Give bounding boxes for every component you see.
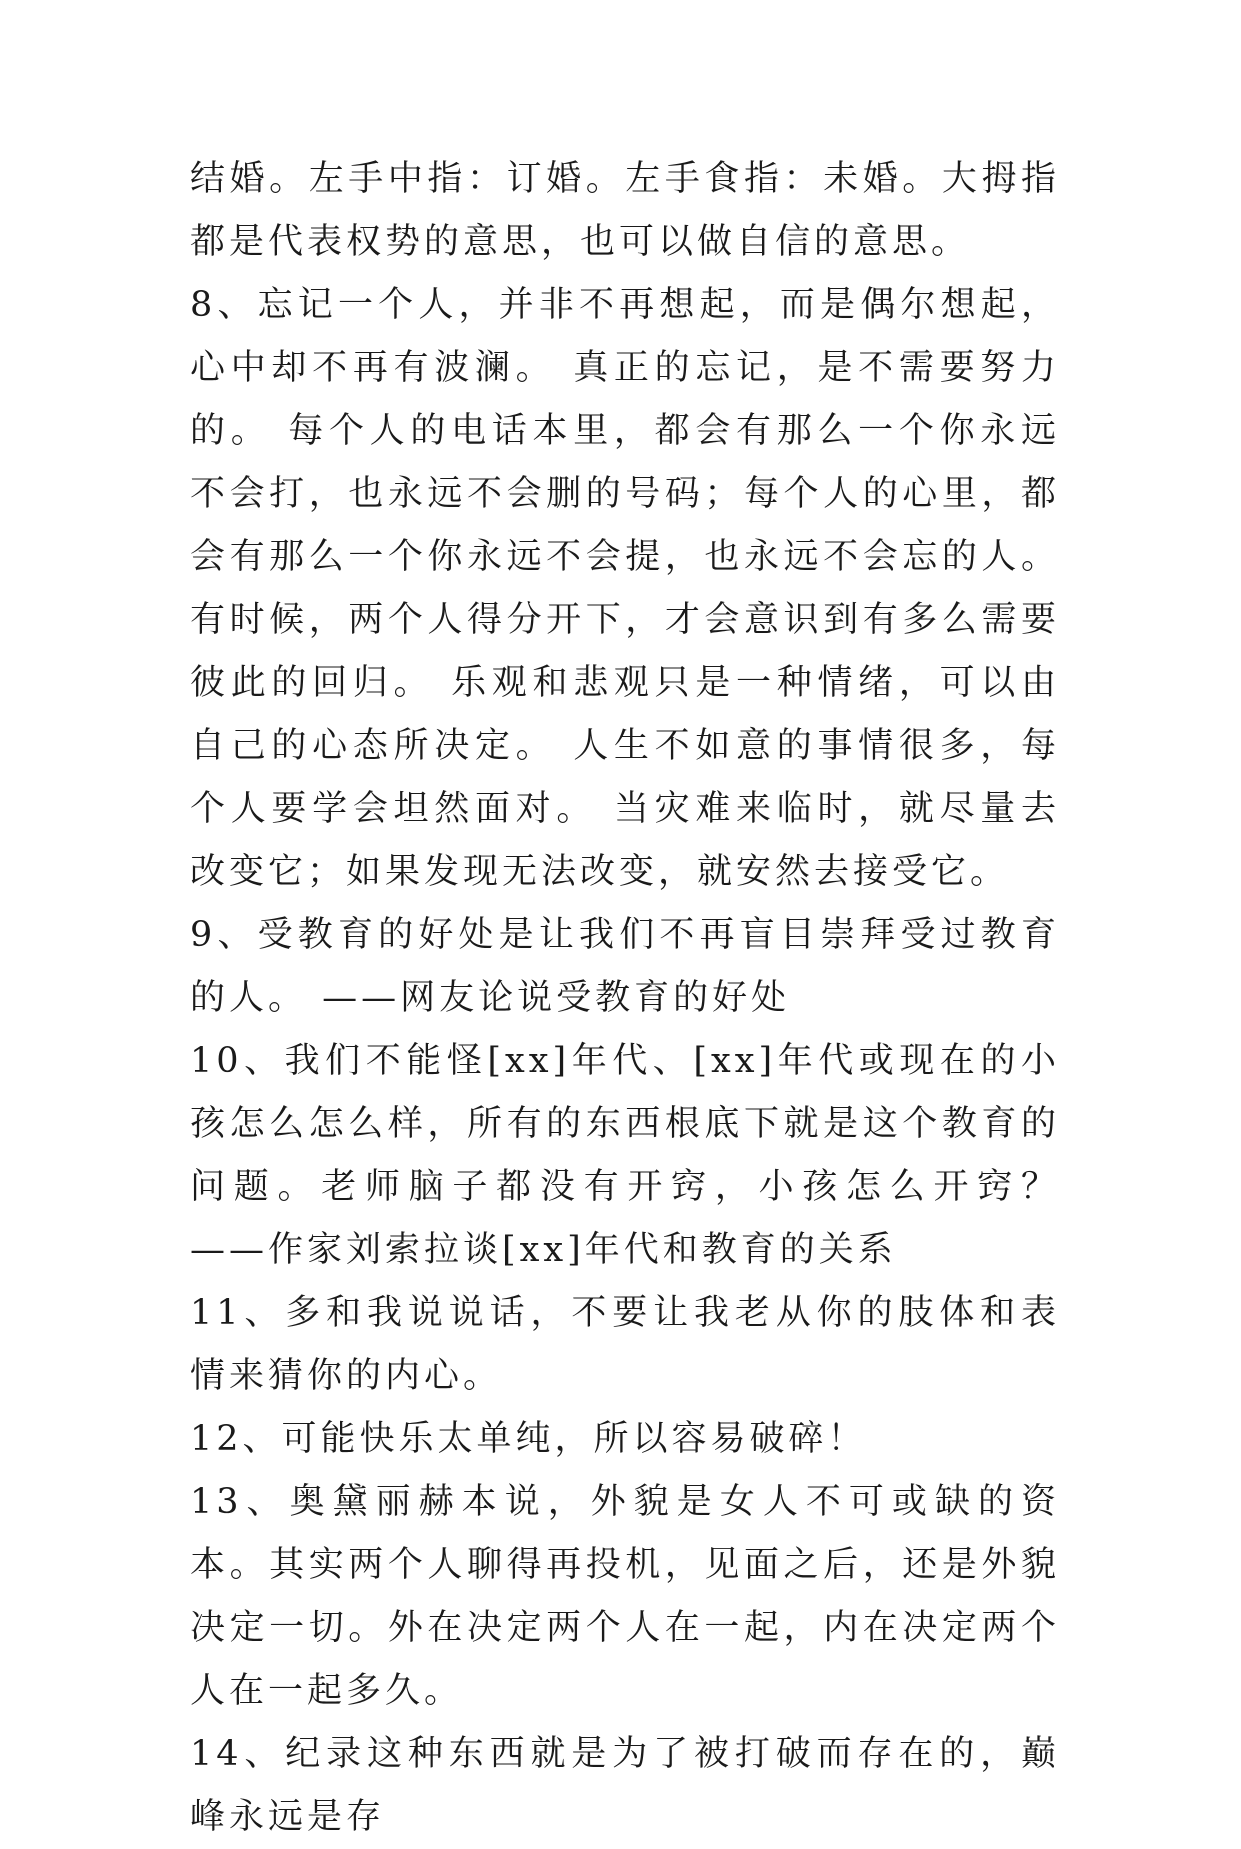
paragraph-item-14: 14、纪录这种东西就是为了被打破而存在的，巅峰永远是存 — [190, 1734, 1060, 1837]
paragraph-item-10: 10、我们不能怪[xx]年代、[xx]年代或现在的小孩怎么怎么样，所有的东西根底下就是这个教育的问题。老师脑子都没有开窍，小孩怎么开窍？ ——作家刘索拉谈[xx]年代和教育的关系 — [190, 1041, 1060, 1270]
document-body — [190, 148, 1060, 1849]
paragraph-item-8: 8、忘记一个人，并非不再想起，而是偶尔想起，心中却不再有波澜。 真正的忘记，是不需要努力的。 每个人的电话本里，都会有那么一个你永远不会打，也永远不会删的号码；每个人的心里，都会有那么一个你永远不会提，也永远不会忘的人。 有时候，两个人得分开下，才会意识到有多么需要彼此的回归。 乐观和悲观只是一种情绪，可以由自己的心态所决定。 人生不如意的事情很多，每个人要学会坦然面对。 当灾难来临时，就尽量去改变它；如果发现无法改变，就安然去接受它。 — [190, 285, 1060, 892]
paragraph-item-9: 9、受教育的好处是让我们不再盲目崇拜受过教育的人。 ——网友论说受教育的好处 — [190, 915, 1060, 1018]
paragraph-ring-finger-meaning: 结婚。左手中指：订婚。左手食指：未婚。大拇指都是代表权势的意思，也可以做自信的意思。 — [190, 159, 1060, 262]
paragraph-item-13: 13、奥黛丽赫本说，外貌是女人不可或缺的资本。其实两个人聊得再投机，见面之后，还是外貌决定一切。外在决定两个人在一起，内在决定两个人在一起多久。 — [190, 1482, 1060, 1711]
paragraph-item-12: 12、可能快乐太单纯，所以容易破碎！ — [190, 1419, 867, 1459]
paragraph-item-11: 11、多和我说说话，不要让我老从你的肢体和表情来猜你的内心。 — [190, 1293, 1060, 1396]
